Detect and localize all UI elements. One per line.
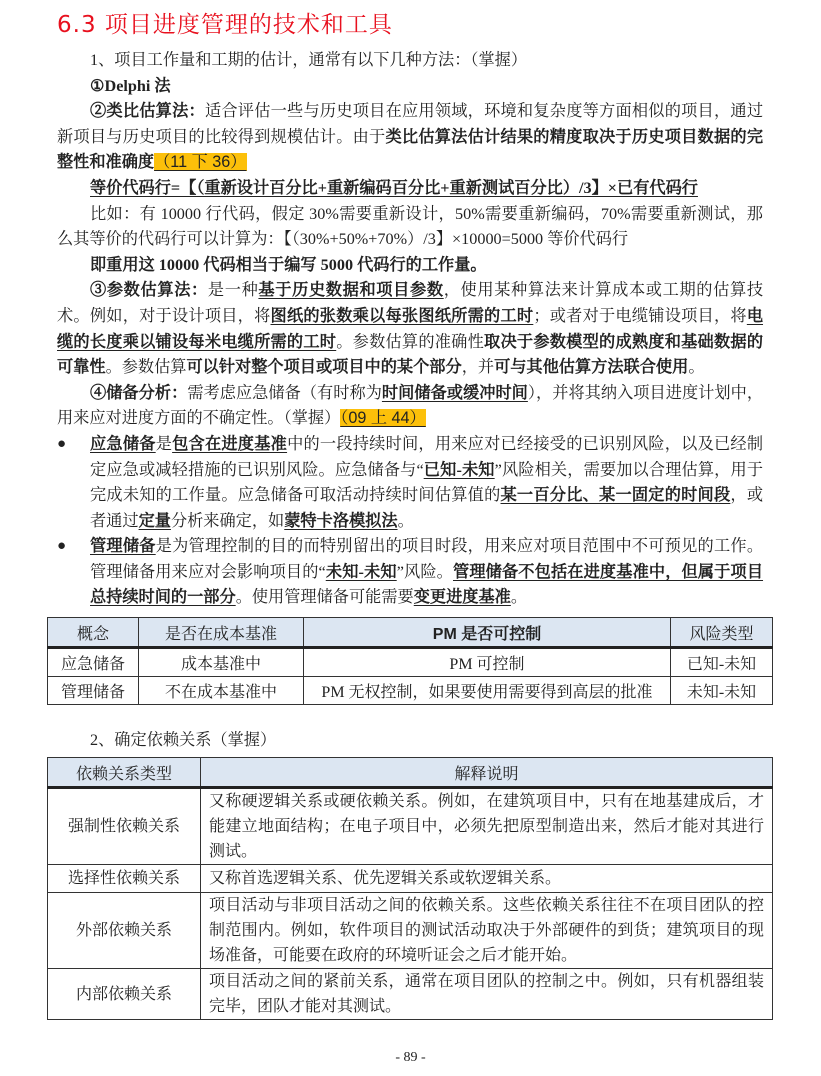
text: ），并将其纳入项目进度计划中，用来应对进度方面的不确定性。（掌握） bbox=[57, 383, 764, 428]
table-cell: 选择性依赖关系 bbox=[48, 865, 201, 893]
text: 。参数估算 bbox=[105, 358, 187, 377]
emphasis-text: ③参数估算法： bbox=[90, 281, 208, 300]
text: 。使用管理储备可能需要 bbox=[235, 588, 414, 607]
emphasis-text: 管理储备不包括在进度基准中，但属于项目总持续时间的一部分 bbox=[90, 562, 764, 607]
emphasis-text: 可以针对整个项目或项目中的某个部分 bbox=[186, 358, 462, 377]
text: 。 bbox=[510, 588, 528, 607]
table-cell: PM 无权控制，如果要使用需要得到高层的批准 bbox=[304, 677, 671, 705]
table-row bbox=[48, 865, 773, 893]
exam-reference-highlight: （09 上 44） bbox=[340, 409, 426, 428]
text: ，或者通过 bbox=[90, 486, 764, 530]
table-row bbox=[48, 788, 773, 865]
table-cell: 项目活动之间的紧前关系，通常在项目团队的控制之中。例如，只有机器组装完毕，团队才能对其测试。 bbox=[201, 969, 773, 1020]
table-cell: 管理储备 bbox=[48, 677, 139, 705]
table-cell: 又称硬逻辑关系或硬依赖关系。例如，在建筑项目中，只有在地基建成后，才能建立地面结构；在电子项目中，必须先把原型制造出来，然后才能对其进行测试。 bbox=[201, 788, 773, 865]
emphasis-text: 图纸的张数乘以每张图纸所需的工时 bbox=[270, 306, 534, 325]
page-number: - 89 - bbox=[395, 1050, 426, 1066]
table-header: 概念 bbox=[48, 618, 139, 648]
paragraph bbox=[57, 176, 763, 202]
text: 中的一段持续时间，用来应对已经接受的已识别风险，以及已经制定应急或减轻措施的已识别风险。应急储备与“ bbox=[90, 434, 764, 479]
emphasis-text: ②类比估算法： bbox=[90, 102, 205, 121]
emphasis-text: 某一百分比、某一固定的时间段 bbox=[500, 486, 731, 505]
emphasis-text: 等价代码行=【（重新设计百分比+重新编码百分比+重新测试百分比）/3】×已有代码行 bbox=[90, 178, 698, 197]
emphasis-text: 管理储备 bbox=[90, 537, 156, 556]
table-cell: PM 可控制 bbox=[304, 648, 671, 677]
text: 适合评估一些与历史项目在应用领域，环境和复杂度等方面相似的项目，通过新项目与历史项目的比较得到规模估计。由于 bbox=[57, 102, 764, 146]
emphasis-text: 可与其他估算方法联合使用 bbox=[494, 358, 689, 377]
table-cell: 外部依赖关系 bbox=[48, 893, 201, 969]
emphasis-text: 变更进度基准 bbox=[413, 588, 511, 607]
table-cell: 未知-未知 bbox=[671, 677, 773, 705]
table-cell: 内部依赖关系 bbox=[48, 969, 201, 1020]
table-cell: 项目活动与非项目活动之间的依赖关系。这些依赖关系往往不在项目团队的控制范围内。例如，软件项目的测试活动取决于外部硬件的到货；建筑项目的现场准备，可能要在政府的环境听证会之后才能开始。 bbox=[201, 893, 773, 969]
table-cell: 成本基准中 bbox=[139, 648, 304, 677]
emphasis-text: 取决于参数模型的成熟度和基础数据的可靠性 bbox=[57, 332, 764, 377]
emphasis-text: 应急储备 bbox=[90, 434, 156, 453]
text: ”风险相关，需要加以合理估算，用于完成未知的工作量。应急储备可取活动持续时间估算值的 bbox=[90, 460, 764, 505]
bullet-paragraph bbox=[57, 432, 763, 534]
text: 比如：有 10000 行代码，假定 30%需要重新设计，50%需要重新编码，70%需要重新测试，那么其等价的代码行可以计算为：【（30%+50%+70%）/3】×10000=5000 等价代码行 bbox=[57, 204, 763, 249]
table-header: 是否在成本基准 bbox=[139, 618, 304, 648]
table-cell: 强制性依赖关系 bbox=[48, 788, 201, 865]
text: 。 bbox=[397, 511, 414, 530]
table-row bbox=[48, 893, 773, 969]
bullet-paragraph bbox=[57, 534, 763, 611]
table-row bbox=[48, 969, 773, 1020]
section-title: 6.3 项目进度管理的技术和工具 bbox=[57, 12, 393, 38]
text: 是 bbox=[155, 434, 173, 453]
reserve-comparison-table bbox=[47, 617, 773, 705]
emphasis-text: 已知-未知 bbox=[423, 460, 495, 479]
emphasis-text: ④储备分析： bbox=[90, 383, 188, 402]
text: 是为管理控制的目的而特别留出的项目时段，用来应对项目范围中不可预见的工作。管理储备用来应对会影响项目的“ bbox=[90, 537, 764, 581]
text: 。参数估算的准确性 bbox=[336, 332, 485, 351]
table-cell: 又称首选逻辑关系、优先逻辑关系或软逻辑关系。 bbox=[201, 865, 773, 893]
text: 分析来确定，如 bbox=[170, 511, 285, 530]
paragraph bbox=[57, 253, 763, 279]
text: 1、项目工作量和工期的估计，通常有以下几种方法：（掌握） bbox=[90, 51, 528, 69]
emphasis-text: 定量 bbox=[138, 511, 171, 530]
emphasis-text: 类比估算法估计结果的精度取决于历史项目数据的完整性和准确度 bbox=[57, 127, 764, 172]
document-body bbox=[57, 48, 763, 611]
bullet-icon: ● bbox=[57, 538, 67, 555]
section-2-heading: 2、确定依赖关系（掌握） bbox=[90, 731, 277, 750]
table-row bbox=[48, 677, 773, 705]
text: 是一种 bbox=[207, 281, 259, 300]
table-cell: 不在成本基准中 bbox=[139, 677, 304, 705]
emphasis-text: 即重用这 10000 代码相当于编写 5000 代码行的工作量。 bbox=[90, 255, 487, 274]
table-header-row bbox=[48, 618, 773, 648]
paragraph bbox=[57, 48, 763, 74]
dependency-table bbox=[47, 757, 773, 1020]
paragraph bbox=[57, 74, 763, 100]
text: 需考虑应急储备（有时称为 bbox=[187, 383, 382, 402]
emphasis-text: ①Delphi 法 bbox=[90, 76, 171, 95]
emphasis-text: 基于历史数据和项目参数 bbox=[258, 281, 444, 300]
paragraph bbox=[57, 381, 763, 432]
table-cell: 应急储备 bbox=[48, 648, 139, 677]
table-header-row bbox=[48, 758, 773, 788]
table-header: 风险类型 bbox=[671, 618, 773, 648]
text: ，使用某种算法来计算成本或工期的估算技术。例如，对于设计项目，将 bbox=[57, 281, 764, 325]
text: ”风险。 bbox=[396, 562, 453, 581]
paragraph bbox=[57, 99, 763, 176]
exam-reference-highlight: （11 下 36） bbox=[154, 153, 247, 172]
text: ；或者对于电缆铺设项目，将 bbox=[533, 306, 747, 325]
table-header: PM 是否可控制 bbox=[304, 618, 671, 648]
text: ，并 bbox=[461, 358, 495, 377]
emphasis-text: 未知-未知 bbox=[325, 562, 397, 581]
table-header: 解释说明 bbox=[201, 758, 773, 788]
emphasis-text: 电缆的长度乘以铺设每米电缆所需的工时 bbox=[57, 306, 764, 351]
table-header: 依赖关系类型 bbox=[48, 758, 201, 788]
table-cell: 已知-未知 bbox=[671, 648, 773, 677]
emphasis-text: 包含在进度基准 bbox=[172, 434, 288, 453]
emphasis-text: 时间储备或缓冲时间 bbox=[381, 383, 528, 402]
text: 。 bbox=[688, 358, 705, 377]
table-row bbox=[48, 648, 773, 677]
paragraph bbox=[57, 278, 763, 380]
bullet-icon: ● bbox=[57, 435, 67, 452]
emphasis-text: 蒙特卡洛模拟法 bbox=[284, 511, 398, 530]
paragraph bbox=[57, 202, 763, 253]
